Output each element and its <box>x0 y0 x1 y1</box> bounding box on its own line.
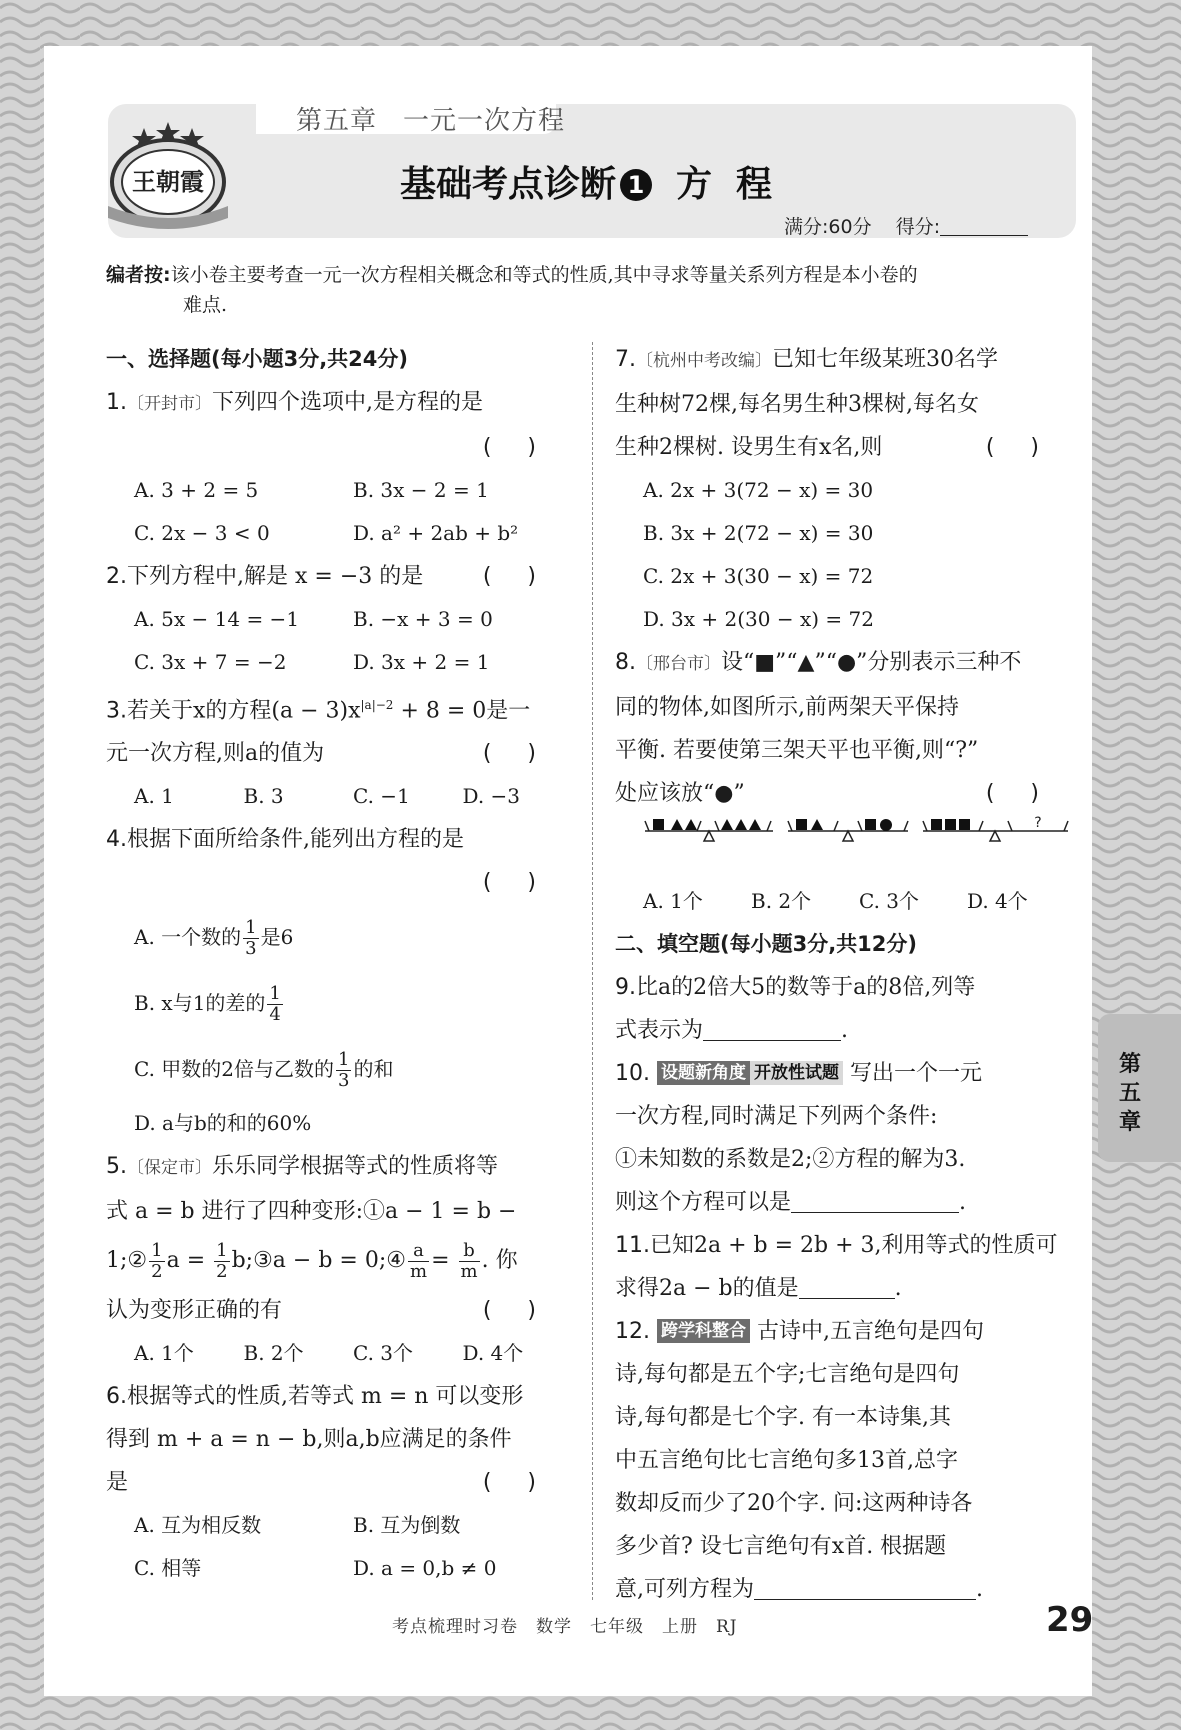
answer-paren[interactable]: () <box>482 870 572 896</box>
question-text: 意,可列方程为 <box>615 1577 754 1602</box>
options-row <box>106 469 572 512</box>
option-a[interactable]: A. 互为相反数 <box>134 1513 262 1538</box>
question-text: 中五言绝句比七言绝句多13首,总字 <box>615 1448 958 1473</box>
option-text: B. x与1的差的 <box>134 991 266 1016</box>
answer-blank[interactable] <box>799 1278 895 1299</box>
page-number: 29 <box>1046 1600 1094 1640</box>
score-blank[interactable] <box>940 219 1028 236</box>
question-number: 11. <box>615 1233 650 1258</box>
question-8 <box>615 641 1075 686</box>
option-c[interactable]: C. −1 <box>353 784 410 809</box>
balance-scales-figure <box>643 815 1073 865</box>
option-b[interactable]: B. 互为倒数 <box>353 1513 461 1538</box>
section-title-fill: 二、填空题(每小题3分,共12分) <box>615 932 918 956</box>
question-text: 生种2棵树. 设男生有x名,则 <box>615 435 883 460</box>
question-text: 生种树72棵,每名男生种3棵树,每名女 <box>615 392 979 417</box>
question-text: = <box>431 1248 450 1274</box>
punctuation: . <box>894 1276 902 1301</box>
question-text: 一次方程,同时满足下列两个条件: <box>615 1104 938 1129</box>
answer-paren[interactable]: () <box>482 564 572 589</box>
question-text: 诗,每句都是七个字. 有一本诗集,其 <box>615 1405 951 1430</box>
denominator: m <box>409 1260 428 1282</box>
unknown-mark: ? <box>1034 815 1042 831</box>
option-c[interactable]: C. 2x − 3 < 0 <box>134 521 270 545</box>
option-d[interactable]: D. 4个 <box>462 1341 524 1366</box>
left-column <box>106 338 572 1590</box>
option-a[interactable]: A. 1个 <box>134 1341 194 1366</box>
fraction <box>243 918 258 959</box>
question-text: a = <box>166 1248 206 1274</box>
question-text: . 你 <box>481 1248 518 1274</box>
footer-volume: 上册 <box>662 1617 698 1637</box>
question-text: 得到 m + a = n − b,则a,b应满足的条件 <box>106 1427 512 1453</box>
question-6 <box>106 1375 572 1418</box>
question-10-cont <box>615 1181 1075 1224</box>
publisher-logo <box>104 118 232 230</box>
question-text: 求得2a − b的值是 <box>615 1276 799 1301</box>
answer-blank[interactable] <box>754 1579 976 1600</box>
option-c[interactable]: C. 3个 <box>859 889 920 913</box>
option-a[interactable]: A. 5x − 14 = −1 <box>134 607 300 631</box>
question-text: 下列四个选项中,是方程的是 <box>212 390 483 415</box>
note-label: 编者按: <box>106 264 171 286</box>
punctuation: . <box>959 1190 967 1215</box>
denominator: 2 <box>151 1260 163 1282</box>
options-row <box>106 641 572 684</box>
option-d[interactable]: D. 3x + 2 = 1 <box>353 650 490 674</box>
denominator: 3 <box>338 1070 350 1092</box>
question-number: 3. <box>106 698 127 724</box>
question-text: 根据等式的性质,若等式 m = n 可以变形 <box>127 1384 524 1410</box>
answer-paren[interactable]: () <box>482 1470 572 1496</box>
footer-grade: 七年级 <box>590 1617 644 1637</box>
question-source: 〔开封市〕 <box>127 394 212 414</box>
option-a[interactable]: A. 1个 <box>643 889 703 913</box>
answer-paren[interactable]: () <box>985 781 1075 806</box>
question-7 <box>615 338 1075 383</box>
question-text: 写出一个一元 <box>850 1061 983 1086</box>
note-line1: 该小卷主要考查一元一次方程相关概念和等式的性质,其中寻求等量关系列方程是本小卷的 <box>170 264 918 286</box>
answer-blank[interactable] <box>791 1192 959 1213</box>
footer-series: 考点梳理时习卷 <box>392 1617 518 1637</box>
option-d[interactable]: D. a = 0,b ≠ 0 <box>353 1556 497 1581</box>
footer-subject: 数学 <box>536 1617 572 1637</box>
scale-2-items <box>796 819 892 831</box>
answer-paren[interactable]: () <box>482 741 572 767</box>
question-source: 〔杭州中考改编〕 <box>636 351 772 371</box>
question-text: 认为变形正确的有 <box>106 1298 283 1324</box>
numerator: 1 <box>216 1239 228 1261</box>
question-3-cont <box>106 732 572 775</box>
option-b[interactable]: B. 3x + 2(72 − x) = 30 <box>643 521 874 545</box>
question-text: 若关于x的方程(a − 3)x <box>127 698 361 724</box>
score-label: 得分: <box>895 216 941 238</box>
options-row <box>106 775 572 818</box>
answer-paren[interactable]: () <box>482 435 572 460</box>
question-1 <box>106 381 572 426</box>
option-c[interactable]: C. 3个 <box>353 1341 414 1366</box>
question-8-cont <box>615 772 1075 815</box>
question-text: b;③a − b = 0;④ <box>231 1248 406 1274</box>
question-number: 6. <box>106 1384 127 1410</box>
question-number: 4. <box>106 827 127 853</box>
footer <box>392 1612 756 1637</box>
question-number: 2. <box>106 564 127 589</box>
denominator: m <box>460 1260 478 1282</box>
punctuation: . <box>976 1577 983 1602</box>
options-row <box>106 512 572 555</box>
question-7-cont <box>615 426 1075 469</box>
score-line <box>784 212 1028 239</box>
question-text: + 8 = 0是一 <box>393 698 531 724</box>
numerator: a <box>408 1241 429 1262</box>
fraction <box>408 1241 429 1282</box>
question-number: 9. <box>615 975 636 1000</box>
fraction <box>267 984 282 1025</box>
question-text: 古诗中,五言绝句是四句 <box>757 1319 984 1344</box>
punctuation: . <box>841 1018 849 1043</box>
tag-new-angle: 设题新角度 <box>657 1061 750 1085</box>
option-text: A. 一个数的 <box>134 925 242 950</box>
option-b[interactable]: B. −x + 3 = 0 <box>353 607 493 631</box>
chapter-name: 一元一次方程 <box>403 106 566 136</box>
answer-paren-row <box>106 426 572 469</box>
question-source: 〔保定市〕 <box>127 1158 212 1179</box>
title-topic: 方程 <box>676 164 797 205</box>
denominator: 3 <box>245 938 257 960</box>
option-a[interactable]: A. 3 + 2 = 5 <box>134 478 259 502</box>
question-text: 诗,每句都是五个字;七言绝句是四句 <box>615 1362 960 1387</box>
question-5-transformations <box>106 1233 572 1289</box>
question-10 <box>615 1052 1075 1095</box>
numerator: 1 <box>151 1239 163 1261</box>
question-text: 式 a = b 进行了四种变形:①a − 1 = b − <box>106 1199 517 1225</box>
numerator: 1 <box>269 983 281 1005</box>
question-9-cont <box>615 1009 1075 1052</box>
question-9 <box>615 966 1075 1009</box>
scale-1-items <box>653 819 761 830</box>
question-number: 8. <box>615 650 636 675</box>
question-text: 处应该放“●” <box>615 781 745 806</box>
question-text: 根据下面所给条件,能列出方程的是 <box>127 827 464 853</box>
fraction <box>149 1241 164 1282</box>
question-5 <box>106 1145 572 1190</box>
option-b[interactable]: B. 2个 <box>243 1341 304 1366</box>
column-divider <box>592 342 593 1600</box>
question-text: 式表示为 <box>615 1018 704 1043</box>
chapter-number: 第五章 <box>296 106 378 136</box>
option-c[interactable]: C. 相等 <box>134 1556 202 1581</box>
options-row <box>106 1332 572 1375</box>
scale-3-items <box>931 819 970 830</box>
option-text: C. 甲数的2倍与乙数的 <box>134 1057 335 1082</box>
option-b[interactable]: B. 3x − 2 = 1 <box>353 478 489 502</box>
question-text: 设“■”“▲”“●”分别表示三种不 <box>721 650 1022 675</box>
footer-edition: RJ <box>716 1617 738 1637</box>
question-text: 1;② <box>106 1248 148 1274</box>
fraction <box>336 1050 351 1091</box>
question-text: 下列方程中,解是 x = −3 的是 <box>127 564 424 589</box>
option-d[interactable]: D. 3x + 2(30 − x) = 72 <box>643 607 874 631</box>
right-column <box>615 338 1075 1611</box>
question-text: 是 <box>106 1470 129 1496</box>
option-text: 的和 <box>353 1057 394 1082</box>
denominator: 4 <box>269 1004 281 1026</box>
question-text: 则这个方程可以是 <box>615 1190 792 1215</box>
option-a[interactable] <box>106 904 572 970</box>
answer-paren-row <box>106 861 572 904</box>
question-text: 比a的2倍大5的数等于a的8倍,列等 <box>636 975 976 1000</box>
question-text: 同的物体,如图所示,前两架天平保持 <box>615 695 959 720</box>
denominator: 2 <box>216 1260 228 1282</box>
exponent: |a|−2 <box>360 698 394 712</box>
page-title <box>400 156 796 207</box>
tag-open-question: 开放性试题 <box>750 1061 843 1085</box>
question-12-cont <box>615 1568 1075 1611</box>
numerator: 1 <box>245 917 257 939</box>
question-number: 12. <box>615 1319 650 1344</box>
question-6-cont <box>106 1461 572 1504</box>
question-text: 平衡. 若要使第三架天平也平衡,则“?” <box>615 738 979 763</box>
chapter-side-tab <box>1098 1014 1181 1162</box>
question-number: 7. <box>615 347 636 372</box>
option-d[interactable]: D. a² + 2ab + b² <box>353 521 519 545</box>
question-text: ①未知数的系数是2;②方程的解为3. <box>615 1147 966 1172</box>
question-3 <box>106 684 572 732</box>
question-text: 已知七年级某班30名学 <box>772 347 998 372</box>
option-b[interactable]: B. 3 <box>243 784 284 809</box>
option-text: 是6 <box>260 925 294 950</box>
title-main: 基础考点诊断 <box>400 164 617 205</box>
fraction <box>459 1241 480 1282</box>
balance-scale-3 <box>923 821 1068 841</box>
question-text: 已知2a + b = 2b + 3,利用等式的性质可 <box>650 1233 1058 1258</box>
option-d[interactable]: D. −3 <box>462 784 521 809</box>
question-number: 1. <box>106 390 127 415</box>
question-11 <box>615 1224 1075 1267</box>
option-c[interactable]: C. 2x + 3(30 − x) = 72 <box>643 564 874 588</box>
question-5-cont <box>106 1289 572 1332</box>
answer-paren[interactable]: () <box>985 435 1075 460</box>
options-row <box>106 1547 572 1590</box>
option-a[interactable]: A. 2x + 3(72 − x) = 30 <box>643 478 874 502</box>
editor-note <box>106 260 1076 320</box>
option-c[interactable] <box>106 1036 572 1102</box>
numerator: b <box>459 1241 480 1262</box>
option-d[interactable]: D. 4个 <box>967 889 1028 913</box>
question-12 <box>615 1310 1075 1353</box>
logo-text: 王朝霞 <box>132 167 204 196</box>
answer-blank[interactable] <box>703 1020 841 1041</box>
title-number-badge: 1 <box>620 169 652 201</box>
option-b[interactable] <box>106 970 572 1036</box>
side-tab-char: 第 <box>1118 1052 1141 1077</box>
question-number: 5. <box>106 1154 127 1180</box>
chapter-heading <box>296 100 591 137</box>
tag-interdisciplinary: 跨学科整合 <box>657 1319 750 1343</box>
fraction <box>214 1241 229 1282</box>
option-b[interactable]: B. 2个 <box>751 889 812 913</box>
question-2 <box>106 555 572 598</box>
question-source: 〔邢台市〕 <box>636 654 721 674</box>
numerator: 1 <box>338 1049 350 1071</box>
option-a[interactable]: A. 1 <box>134 784 174 809</box>
question-text: 乐乐同学根据等式的性质将等 <box>212 1154 499 1180</box>
note-line2: 难点. <box>183 294 228 316</box>
full-score: 满分:60分 <box>784 216 872 238</box>
question-text: 数却反而少了20个字. 问:这两种诗各 <box>615 1491 973 1516</box>
side-tab-char: 五 <box>1118 1081 1141 1106</box>
question-11-cont <box>615 1267 1075 1310</box>
option-c[interactable]: C. 3x + 7 = −2 <box>134 650 287 674</box>
options-row <box>106 598 572 641</box>
question-text: 多少首? 设七言绝句有x首. 根据题 <box>615 1534 947 1559</box>
question-text: 元一次方程,则a的值为 <box>106 741 325 767</box>
section-title-choice: 一、选择题(每小题3分,共24分) <box>106 347 409 371</box>
option-d[interactable]: D. a与b的和的60% <box>134 1111 312 1136</box>
options-row <box>615 880 1075 923</box>
answer-paren[interactable]: () <box>482 1298 572 1324</box>
options-row <box>106 1504 572 1547</box>
question-number: 10. <box>615 1061 650 1086</box>
side-tab-char: 章 <box>1118 1110 1141 1135</box>
question-4 <box>106 818 572 861</box>
